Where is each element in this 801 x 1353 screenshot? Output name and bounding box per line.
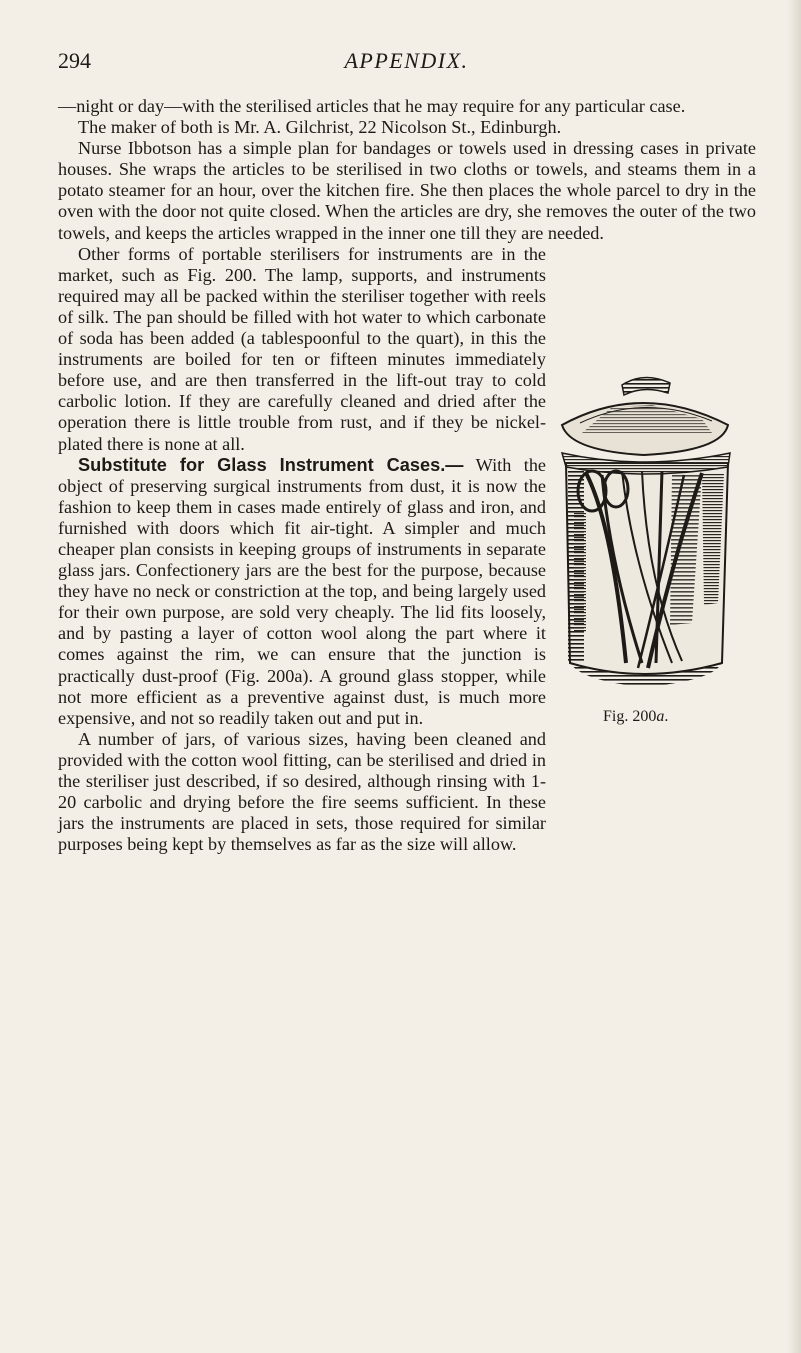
paragraph-number-of-jars: A number of jars, of various sizes, having been cleaned and provided with the cotton wool fitting, can be sterilised and dried in the steriliser just described, if so desired, although rinsing with 1-20 carbolic and drying before the fire seems sufficient. In these jars the instruments are placed in sets, those required for similar purposes being kept by themselves as far as the size will allow. bbox=[58, 728, 546, 855]
paragraph-portable-sterilisers: Other forms of portable sterilisers for instruments are in the market, such as Fig. 200. The lamp, supports, and instruments required may all be packed within the steriliser together with reels of silk. The pan should be filled with hot water to which carbonate of soda has been added (a tablespoonful to the quart), in this the instruments are boiled for ten or fifteen minutes immediately before use, and are then transferred in the lift-out tray to cold carbolic lotion. If they are carefully cleaned and dried after the operation there is little trouble from rust, and if they be nickel-plated there is none at all. bbox=[58, 243, 546, 454]
caption-end: . bbox=[664, 708, 669, 725]
figure-caption bbox=[603, 708, 668, 726]
caption-prefix: Fig. 200 bbox=[603, 708, 657, 725]
page-number: 294 bbox=[58, 48, 91, 73]
running-title: APPENDIX. bbox=[344, 48, 469, 73]
paragraph-maker: The maker of both is Mr. A. Gilchrist, 22 Nicolson St., Edinburgh. bbox=[78, 117, 562, 138]
glass-jar-with-instruments-illustration bbox=[552, 363, 738, 703]
section-heading: Substitute for Glass Instrument Cases.— bbox=[78, 454, 464, 475]
running-header bbox=[58, 48, 755, 78]
paragraph-nurse-ibbotson: Nurse Ibbotson has a simple plan for bandages or towels used in dressing cases in private houses. She wraps the articles to be sterilised in two cloths or towels, and steams them in a potato steamer for an hour, over the kitchen fire. She then places the whole parcel to dry in the oven with the door not quite closed. When the articles are dry, she removes the outer of the two towels, and keeps the articles wrapped in the inner one till they are needed. bbox=[58, 138, 756, 243]
page-edge-shadow bbox=[787, 0, 801, 1353]
section-text: With the object of preserving surgical instruments from dust, it is now the fashion to keep them in cases made entirely of glass and iron, and furnished with doors which fit air-tight. A simpler and much cheaper plan consists in keeping groups of instruments in separate glass jars. Confectionery jars are the best for the purpose, because they have no neck or constriction at the top, and being largely used for their own purpose, are sold very cheaply. The lid fits loosely, and by pasting a layer of cotton wool along the part where it comes against the rim, we can ensure that the junction is practically dust-proof (Fig. 200a). A ground glass stopper, while not more efficient as a preventive against dust, is much more expensive, and not so readily taken out and put in. bbox=[58, 454, 546, 728]
caption-suffix: a bbox=[656, 708, 665, 725]
paragraph-continued: —night or day—with the sterilised articles that he may require for any particular case. bbox=[58, 96, 686, 116]
